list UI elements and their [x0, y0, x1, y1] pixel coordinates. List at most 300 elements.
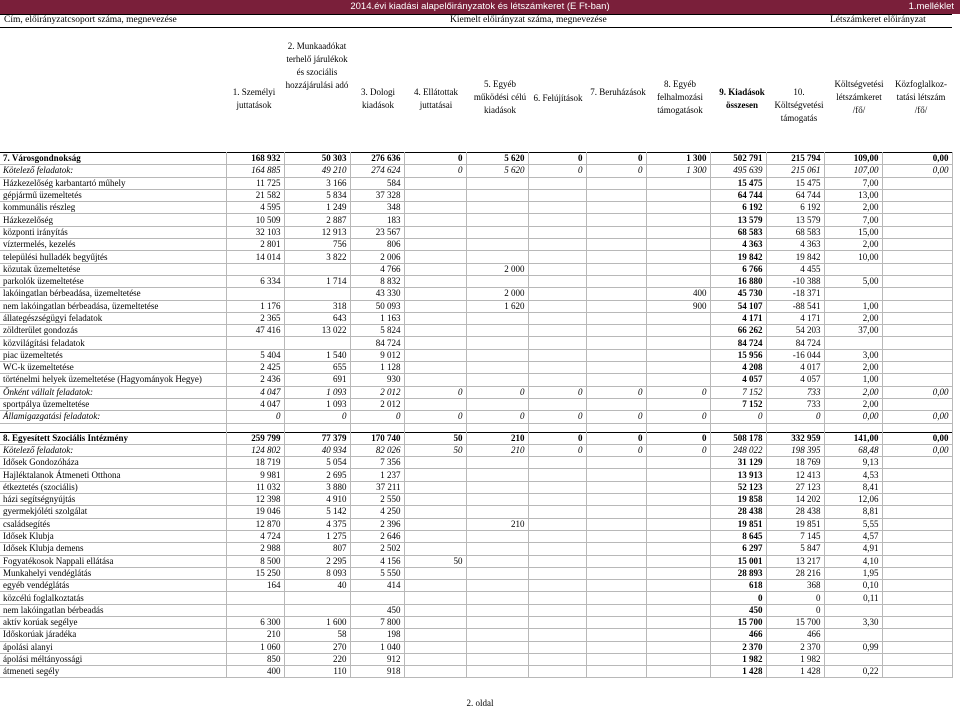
cell-col-4: 0: [404, 153, 466, 165]
cell-col-12: 0,00: [882, 165, 952, 177]
table-row: [0, 457, 952, 469]
table-row: [0, 239, 952, 251]
cell-col-2: [284, 604, 350, 616]
row-label: közutak üzemeltetése: [0, 263, 226, 275]
row-label: Házkezelőség karbantartó műhely: [0, 177, 226, 189]
table-row: [0, 592, 952, 604]
row-label: Fogyatékosok Nappali ellátása: [0, 555, 226, 567]
cell-col-10: 54 203: [766, 325, 824, 337]
subtotal-row: [0, 444, 952, 456]
cell-col-9: 4 171: [710, 312, 766, 324]
cell-col-2: 807: [284, 543, 350, 555]
cell-col-2: 40: [284, 580, 350, 592]
table-row: [0, 506, 952, 518]
cell-col-12: [882, 202, 952, 214]
cell-col-3: [350, 592, 404, 604]
cell-col-9: 84 724: [710, 337, 766, 349]
cell-col-9: 6 766: [710, 263, 766, 275]
row-label: [0, 423, 226, 432]
cell-col-6: [528, 494, 586, 506]
row-label: átmeneti segély: [0, 666, 226, 678]
col-group-headcount: Létszámkeret előirányzat: [830, 15, 926, 25]
cell-col-6: [528, 641, 586, 653]
cell-col-1: 1 176: [226, 300, 284, 312]
cell-col-6: [528, 189, 586, 201]
cell-col-8: [646, 226, 710, 238]
row-label: Idősek Gondozóháza: [0, 457, 226, 469]
cell-col-1: 47 416: [226, 325, 284, 337]
cell-col-2: 3 880: [284, 481, 350, 493]
cell-col-5: 5 620: [466, 165, 528, 177]
cell-col-6: [528, 616, 586, 628]
cell-col-4: [404, 518, 466, 530]
cell-col-8: [646, 325, 710, 337]
cell-col-7: [586, 275, 646, 287]
cell-col-8: [646, 555, 710, 567]
row-label: parkolók üzemeltetése: [0, 275, 226, 287]
cell-col-4: [404, 423, 466, 432]
cell-col-5: [466, 457, 528, 469]
cell-col-7: [586, 312, 646, 324]
cell-col-4: [404, 629, 466, 641]
table-row: [0, 189, 952, 201]
cell-col-12: [882, 580, 952, 592]
cell-col-10: -16 044: [766, 349, 824, 361]
cell-col-8: [646, 653, 710, 665]
cell-col-11: 141,00: [824, 432, 882, 444]
cell-col-8: [646, 604, 710, 616]
cell-col-7: [586, 214, 646, 226]
cell-col-5: 210: [466, 444, 528, 456]
cell-col-2: 49 210: [284, 165, 350, 177]
cell-col-5: [466, 226, 528, 238]
cell-col-12: [882, 518, 952, 530]
cell-col-9: 13 913: [710, 469, 766, 481]
cell-col-11: 7,00: [824, 214, 882, 226]
cell-col-6: [528, 457, 586, 469]
cell-col-12: [882, 275, 952, 287]
cell-col-6: [528, 629, 586, 641]
row-label: aktív korúak segélye: [0, 616, 226, 628]
cell-col-7: [586, 580, 646, 592]
row-label: központi irányítás: [0, 226, 226, 238]
cell-col-8: [646, 337, 710, 349]
table-row: [0, 312, 952, 324]
cell-col-1: 0: [226, 411, 284, 423]
cell-col-7: 0: [586, 386, 646, 398]
row-label: Önként vállalt feladatok:: [0, 386, 226, 398]
cell-col-6: [528, 530, 586, 542]
cell-col-7: [586, 555, 646, 567]
page-number: 2. oldal: [466, 698, 494, 708]
cell-col-12: [882, 481, 952, 493]
cell-col-6: [528, 567, 586, 579]
cell-col-5: [466, 481, 528, 493]
cell-col-10: 15 700: [766, 616, 824, 628]
cell-col-4: [404, 641, 466, 653]
cell-col-6: [528, 543, 586, 555]
cell-col-12: [882, 666, 952, 678]
table-row: [0, 251, 952, 263]
cell-col-7: [586, 288, 646, 300]
cell-col-2: 0: [284, 411, 350, 423]
cell-col-10: 28 216: [766, 567, 824, 579]
cell-col-5: [466, 177, 528, 189]
row-label: zöldterület gondozás: [0, 325, 226, 337]
cell-col-6: [528, 423, 586, 432]
table-row: [0, 543, 952, 555]
row-label: ápolási méltányossági: [0, 653, 226, 665]
cell-col-1: 5 404: [226, 349, 284, 361]
cell-col-5: [466, 555, 528, 567]
cell-col-11: 8,41: [824, 481, 882, 493]
cell-col-11: 1,95: [824, 567, 882, 579]
cell-col-1: 21 582: [226, 189, 284, 201]
cell-col-12: [882, 457, 952, 469]
cell-col-11: 109,00: [824, 153, 882, 165]
cell-col-7: 0: [586, 153, 646, 165]
cell-col-6: [528, 239, 586, 251]
row-label: nem lakóingatlan bérbeadás: [0, 604, 226, 616]
cell-col-5: [466, 629, 528, 641]
cell-col-10: 7 145: [766, 530, 824, 542]
cell-col-10: 4 017: [766, 362, 824, 374]
col-header-12: Közfoglalkoz-tatási létszám /fő/: [895, 79, 947, 115]
cell-col-11: 8,81: [824, 506, 882, 518]
table-row: [0, 653, 952, 665]
cell-col-5: [466, 362, 528, 374]
cell-col-8: [646, 362, 710, 374]
cell-col-11: 2,00: [824, 362, 882, 374]
cell-col-10: 733: [766, 398, 824, 410]
cell-col-8: [646, 374, 710, 386]
cell-col-3: 2 646: [350, 530, 404, 542]
cell-col-7: [586, 629, 646, 641]
cell-col-6: [528, 337, 586, 349]
cell-col-12: [882, 506, 952, 518]
table-row: [0, 337, 952, 349]
cell-col-3: 82 026: [350, 444, 404, 456]
cell-col-7: [586, 423, 646, 432]
cell-col-9: 19 842: [710, 251, 766, 263]
cell-col-3: 0: [350, 411, 404, 423]
cell-col-1: 259 799: [226, 432, 284, 444]
cell-col-9: 66 262: [710, 325, 766, 337]
cell-col-11: 2,00: [824, 202, 882, 214]
cell-col-10: 12 413: [766, 469, 824, 481]
col-header-8: 8. Egyéb felhalmozási támogatások: [657, 79, 703, 115]
document-title: 2014.évi kiadási alapelőirányzatok és létszámkeret (E Ft-ban): [350, 1, 610, 12]
cell-col-8: 0: [646, 444, 710, 456]
cell-col-7: [586, 239, 646, 251]
cell-col-5: 2 000: [466, 263, 528, 275]
cell-col-10: 466: [766, 629, 824, 641]
cell-col-9: 450: [710, 604, 766, 616]
cell-col-1: 168 932: [226, 153, 284, 165]
row-label: gépjármű üzemeltetés: [0, 189, 226, 201]
table-row: [0, 567, 952, 579]
cell-col-2: 12 913: [284, 226, 350, 238]
cell-col-10: 332 959: [766, 432, 824, 444]
cell-col-9: 618: [710, 580, 766, 592]
cell-col-6: [528, 226, 586, 238]
cell-col-10: 13 579: [766, 214, 824, 226]
cell-col-7: [586, 337, 646, 349]
cell-col-7: [586, 506, 646, 518]
cell-col-3: 7 356: [350, 457, 404, 469]
cell-col-5: [466, 666, 528, 678]
col-header-1: 1. Személyi juttatások: [232, 87, 276, 110]
cell-col-5: [466, 641, 528, 653]
cell-col-3: 37 328: [350, 189, 404, 201]
cell-col-11: 0,11: [824, 592, 882, 604]
cell-col-6: [528, 604, 586, 616]
cell-col-12: [882, 629, 952, 641]
cell-col-9: 8 645: [710, 530, 766, 542]
cell-col-7: 0: [586, 411, 646, 423]
cell-col-9: 31 129: [710, 457, 766, 469]
cell-col-9: 508 178: [710, 432, 766, 444]
cell-col-10: 18 769: [766, 457, 824, 469]
cell-col-4: [404, 226, 466, 238]
col-group-appropriations: Kiemelt előirányzat száma, megnevezése: [450, 15, 607, 25]
cell-col-5: [466, 616, 528, 628]
cell-col-2: 3 822: [284, 251, 350, 263]
cell-col-8: [646, 349, 710, 361]
cell-col-2: [284, 288, 350, 300]
cell-col-11: 10,00: [824, 251, 882, 263]
cell-col-8: [646, 177, 710, 189]
subtotal-row: [0, 386, 952, 398]
table-row: [0, 469, 952, 481]
cell-col-5: [466, 239, 528, 251]
cell-col-1: 210: [226, 629, 284, 641]
cell-col-2: 1 275: [284, 530, 350, 542]
cell-col-4: [404, 567, 466, 579]
cell-col-4: [404, 666, 466, 678]
cell-col-11: 37,00: [824, 325, 882, 337]
cell-col-3: 4 766: [350, 263, 404, 275]
cell-col-8: [646, 312, 710, 324]
row-label: Hajléktalanok Átmeneti Otthona: [0, 469, 226, 481]
cell-col-8: [646, 457, 710, 469]
cell-col-2: 2 295: [284, 555, 350, 567]
cell-col-12: [882, 349, 952, 361]
cell-col-4: 50: [404, 432, 466, 444]
cell-col-1: 18 719: [226, 457, 284, 469]
cell-col-11: [824, 653, 882, 665]
cell-col-10: 27 123: [766, 481, 824, 493]
cell-col-1: 2 436: [226, 374, 284, 386]
cell-col-10: 0: [766, 604, 824, 616]
cell-col-9: 52 123: [710, 481, 766, 493]
cell-col-4: 0: [404, 386, 466, 398]
cell-col-10: 13 217: [766, 555, 824, 567]
cell-col-11: 15,00: [824, 226, 882, 238]
cell-col-7: [586, 653, 646, 665]
cell-col-12: [882, 177, 952, 189]
table-row: [0, 288, 952, 300]
cell-col-11: 68,48: [824, 444, 882, 456]
cell-col-3: 2 502: [350, 543, 404, 555]
cell-col-3: 584: [350, 177, 404, 189]
cell-col-3: 43 330: [350, 288, 404, 300]
cell-col-6: 0: [528, 432, 586, 444]
cell-col-2: [284, 337, 350, 349]
cell-col-2: 5 834: [284, 189, 350, 201]
cell-col-2: 77 379: [284, 432, 350, 444]
cell-col-2: 220: [284, 653, 350, 665]
cell-col-5: 210: [466, 518, 528, 530]
cell-col-3: 50 093: [350, 300, 404, 312]
cell-col-1: 4 595: [226, 202, 284, 214]
cell-col-6: 0: [528, 444, 586, 456]
cell-col-2: 318: [284, 300, 350, 312]
cell-col-12: [882, 214, 952, 226]
cell-col-12: [882, 362, 952, 374]
section-header-row: [0, 432, 952, 444]
cell-col-9: 4 363: [710, 239, 766, 251]
column-headers: [0, 30, 952, 152]
row-label: ápolási alanyi: [0, 641, 226, 653]
cell-col-3: 2 012: [350, 386, 404, 398]
cell-col-9: 28 893: [710, 567, 766, 579]
cell-col-2: 5 142: [284, 506, 350, 518]
cell-col-10: 4 057: [766, 374, 824, 386]
cell-col-3: 84 724: [350, 337, 404, 349]
cell-col-1: [226, 423, 284, 432]
spacer-row: [0, 423, 952, 432]
cell-col-9: 15 475: [710, 177, 766, 189]
cell-col-9: 13 579: [710, 214, 766, 226]
cell-col-8: [646, 629, 710, 641]
cell-col-5: 2 000: [466, 288, 528, 300]
cell-col-2: 756: [284, 239, 350, 251]
section-header-row: [0, 153, 952, 165]
cell-col-4: [404, 288, 466, 300]
row-label: gyermekjóléti szolgálat: [0, 506, 226, 518]
cell-col-8: 400: [646, 288, 710, 300]
cell-col-2: 1 600: [284, 616, 350, 628]
cell-col-3: 2 396: [350, 518, 404, 530]
cell-col-7: [586, 543, 646, 555]
column-group-header: [0, 14, 952, 28]
cell-col-1: 19 046: [226, 506, 284, 518]
table-row: [0, 518, 952, 530]
cell-col-2: 691: [284, 374, 350, 386]
cell-col-4: [404, 592, 466, 604]
table-row: [0, 666, 952, 678]
cell-col-10: 2 370: [766, 641, 824, 653]
cell-col-1: 4 724: [226, 530, 284, 542]
cell-col-9: 4 057: [710, 374, 766, 386]
cell-col-9: 15 001: [710, 555, 766, 567]
cell-col-1: 2 988: [226, 543, 284, 555]
cell-col-4: 50: [404, 444, 466, 456]
cell-col-4: [404, 604, 466, 616]
cell-col-2: 1 093: [284, 398, 350, 410]
cell-col-9: 495 639: [710, 165, 766, 177]
cell-col-12: [882, 567, 952, 579]
table-row: [0, 374, 952, 386]
cell-col-5: [466, 325, 528, 337]
cell-col-9: 68 583: [710, 226, 766, 238]
cell-col-9: 502 791: [710, 153, 766, 165]
cell-col-12: [882, 616, 952, 628]
cell-col-4: [404, 239, 466, 251]
cell-col-10: -18 371: [766, 288, 824, 300]
cell-col-6: [528, 374, 586, 386]
cell-col-1: 11 725: [226, 177, 284, 189]
cell-col-11: [824, 423, 882, 432]
cell-col-2: 58: [284, 629, 350, 641]
table-row: [0, 214, 952, 226]
cell-col-9: 6 297: [710, 543, 766, 555]
cell-col-1: 2 425: [226, 362, 284, 374]
cell-col-8: [646, 423, 710, 432]
cell-col-5: [466, 469, 528, 481]
cell-col-2: [284, 592, 350, 604]
col-header-7: 7. Beruházások: [590, 87, 646, 97]
cell-col-3: 1 163: [350, 312, 404, 324]
cell-col-7: [586, 300, 646, 312]
cell-col-4: [404, 653, 466, 665]
table-row: [0, 362, 952, 374]
cell-col-8: [646, 666, 710, 678]
cell-col-9: 19 851: [710, 518, 766, 530]
row-label: Idősek Klubja: [0, 530, 226, 542]
cell-col-3: 2 012: [350, 398, 404, 410]
cell-col-10: -10 388: [766, 275, 824, 287]
table-row: [0, 275, 952, 287]
cell-col-6: [528, 481, 586, 493]
cell-col-12: 0,00: [882, 386, 952, 398]
row-label: közvilágítási feladatok: [0, 337, 226, 349]
cell-col-9: 16 880: [710, 275, 766, 287]
cell-col-3: 198: [350, 629, 404, 641]
row-label: Kötelező feladatok:: [0, 444, 226, 456]
cell-col-12: [882, 641, 952, 653]
cell-col-1: 10 509: [226, 214, 284, 226]
cell-col-1: 6 334: [226, 275, 284, 287]
table-row: [0, 494, 952, 506]
cell-col-8: [646, 506, 710, 518]
cell-col-7: [586, 251, 646, 263]
cell-col-5: [466, 530, 528, 542]
cell-col-5: [466, 337, 528, 349]
cell-col-10: 215 794: [766, 153, 824, 165]
cell-col-9: 45 730: [710, 288, 766, 300]
cell-col-9: 0: [710, 592, 766, 604]
annex-label: 1.melléklet: [908, 1, 954, 12]
cell-col-1: [226, 592, 284, 604]
cell-col-3: 450: [350, 604, 404, 616]
cell-col-11: 2,00: [824, 386, 882, 398]
cell-col-12: 0,00: [882, 444, 952, 456]
row-label: Államigazgatási feladatok:: [0, 411, 226, 423]
cell-col-4: [404, 325, 466, 337]
cell-col-3: 170 740: [350, 432, 404, 444]
cell-col-1: [226, 263, 284, 275]
cell-col-3: 4 156: [350, 555, 404, 567]
cell-col-6: [528, 325, 586, 337]
cell-col-2: 40 934: [284, 444, 350, 456]
cell-col-2: 2 887: [284, 214, 350, 226]
cell-col-2: 1 714: [284, 275, 350, 287]
cell-col-9: 2 370: [710, 641, 766, 653]
row-label: történelmi helyek üzemeltetése (Hagyományok Hegye): [0, 374, 226, 386]
cell-col-12: [882, 555, 952, 567]
